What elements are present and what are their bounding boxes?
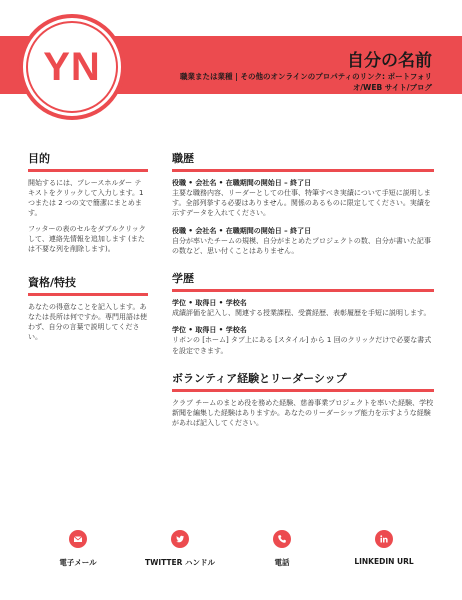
contact-twitter[interactable] xyxy=(130,530,230,568)
profession-links-line[interactable]: 職業または業種 | その他のオンラインのプロパティのリンク: ポートフォリオ/WEB サイト/ブログ xyxy=(180,72,432,92)
section-rule xyxy=(172,389,434,392)
section-rule xyxy=(28,169,148,172)
contact-phone-label[interactable]: 電話 xyxy=(274,558,290,567)
volunteer-body[interactable]: クラブ チームのまとめ役を務めた経験、慈善事業プロジェクトを率いた経験、学校新聞を編集した経験はありますか。あなたのリーダーシップ能力を示すような経験があれば記入してください。 xyxy=(172,398,434,427)
skills-paragraph[interactable]: あなたの得意なことを記入します。あなたは長所は何ですか。専門用語は使わず、自分の言葉で説明してください。 xyxy=(28,302,147,342)
objective-section xyxy=(28,150,148,254)
phone-icon xyxy=(273,530,291,548)
linkedin-icon xyxy=(375,530,393,548)
monogram-initials[interactable]: YN xyxy=(43,44,101,89)
education-title[interactable]: 学歴 xyxy=(172,271,194,285)
objective-paragraph[interactable]: フッターの表のセルをダブルクリックして、連絡先情報を追加します (または不要な列を削除します)。 xyxy=(28,224,146,253)
contact-footer xyxy=(28,530,434,568)
section-rule xyxy=(172,289,434,292)
email-icon xyxy=(69,530,87,548)
experience-title[interactable]: 職歴 xyxy=(172,152,194,165)
experience-entry-heading[interactable]: 役職 • 会社名 • 在職期間の開始日 – 終了日 xyxy=(172,226,312,235)
volunteer-title[interactable]: ボランティア経験とリーダーシップ xyxy=(172,371,347,385)
left-column xyxy=(28,150,148,348)
education-entry-body[interactable]: 成績評価を記入し、関連する授業課程、受賞経歴、表彰履歴を手短に説明します。 xyxy=(172,309,431,318)
experience-entry-heading[interactable]: 役職 • 会社名 • 在職期間の開始日 – 終了日 xyxy=(172,179,312,187)
contact-linkedin-label[interactable]: LINKEDIN URL xyxy=(354,557,414,566)
education-entry-body[interactable]: リボンの [ホーム] タブ上にある [スタイル] から 1 回のクリックだけで必要な書式を設定できます。 xyxy=(172,336,432,355)
twitter-icon xyxy=(171,530,189,548)
objective-title[interactable]: 目的 xyxy=(28,152,50,165)
volunteer-section xyxy=(172,370,434,428)
section-rule xyxy=(172,169,434,172)
right-column xyxy=(172,150,434,428)
experience-entry-body[interactable]: 主要な職務内容、リーダーとしての仕事、特筆すべき実績について手短に説明します。全部列挙する必要はありません。関係のあるものに限定してください。実績を示すデータを入れてください。 xyxy=(172,189,431,218)
skills-section xyxy=(28,274,148,343)
monogram-circle xyxy=(19,14,125,120)
experience-entry-body[interactable]: 自分が率いたチームの規模、自分がまとめたプロジェクトの数、自分が書いた記事の数など、思い付くことはありません。 xyxy=(172,236,431,255)
objective-paragraph[interactable]: 開始するには、プレースホルダー テキストをクリックして入力します。1 つまたは 2 つの文で簡潔にまとめます。 xyxy=(28,179,144,218)
resume-name[interactable]: 自分の名前 xyxy=(347,51,432,71)
skills-title[interactable]: 資格/特技 xyxy=(28,275,77,289)
section-rule xyxy=(28,293,148,296)
contact-linkedin[interactable] xyxy=(334,530,434,568)
experience-section xyxy=(172,150,434,256)
contact-email[interactable] xyxy=(28,530,128,568)
education-section xyxy=(172,270,434,356)
contact-email-label[interactable]: 電子メール xyxy=(59,558,97,567)
education-entry-heading[interactable]: 学位 • 取得日 • 学校名 xyxy=(172,326,247,335)
contact-phone[interactable] xyxy=(232,530,332,568)
monogram-inner-ring xyxy=(26,21,118,113)
contact-twitter-label[interactable]: TWITTER ハンドル xyxy=(144,558,216,567)
education-entry-heading[interactable]: 学位 • 取得日 • 学校名 xyxy=(172,298,247,307)
